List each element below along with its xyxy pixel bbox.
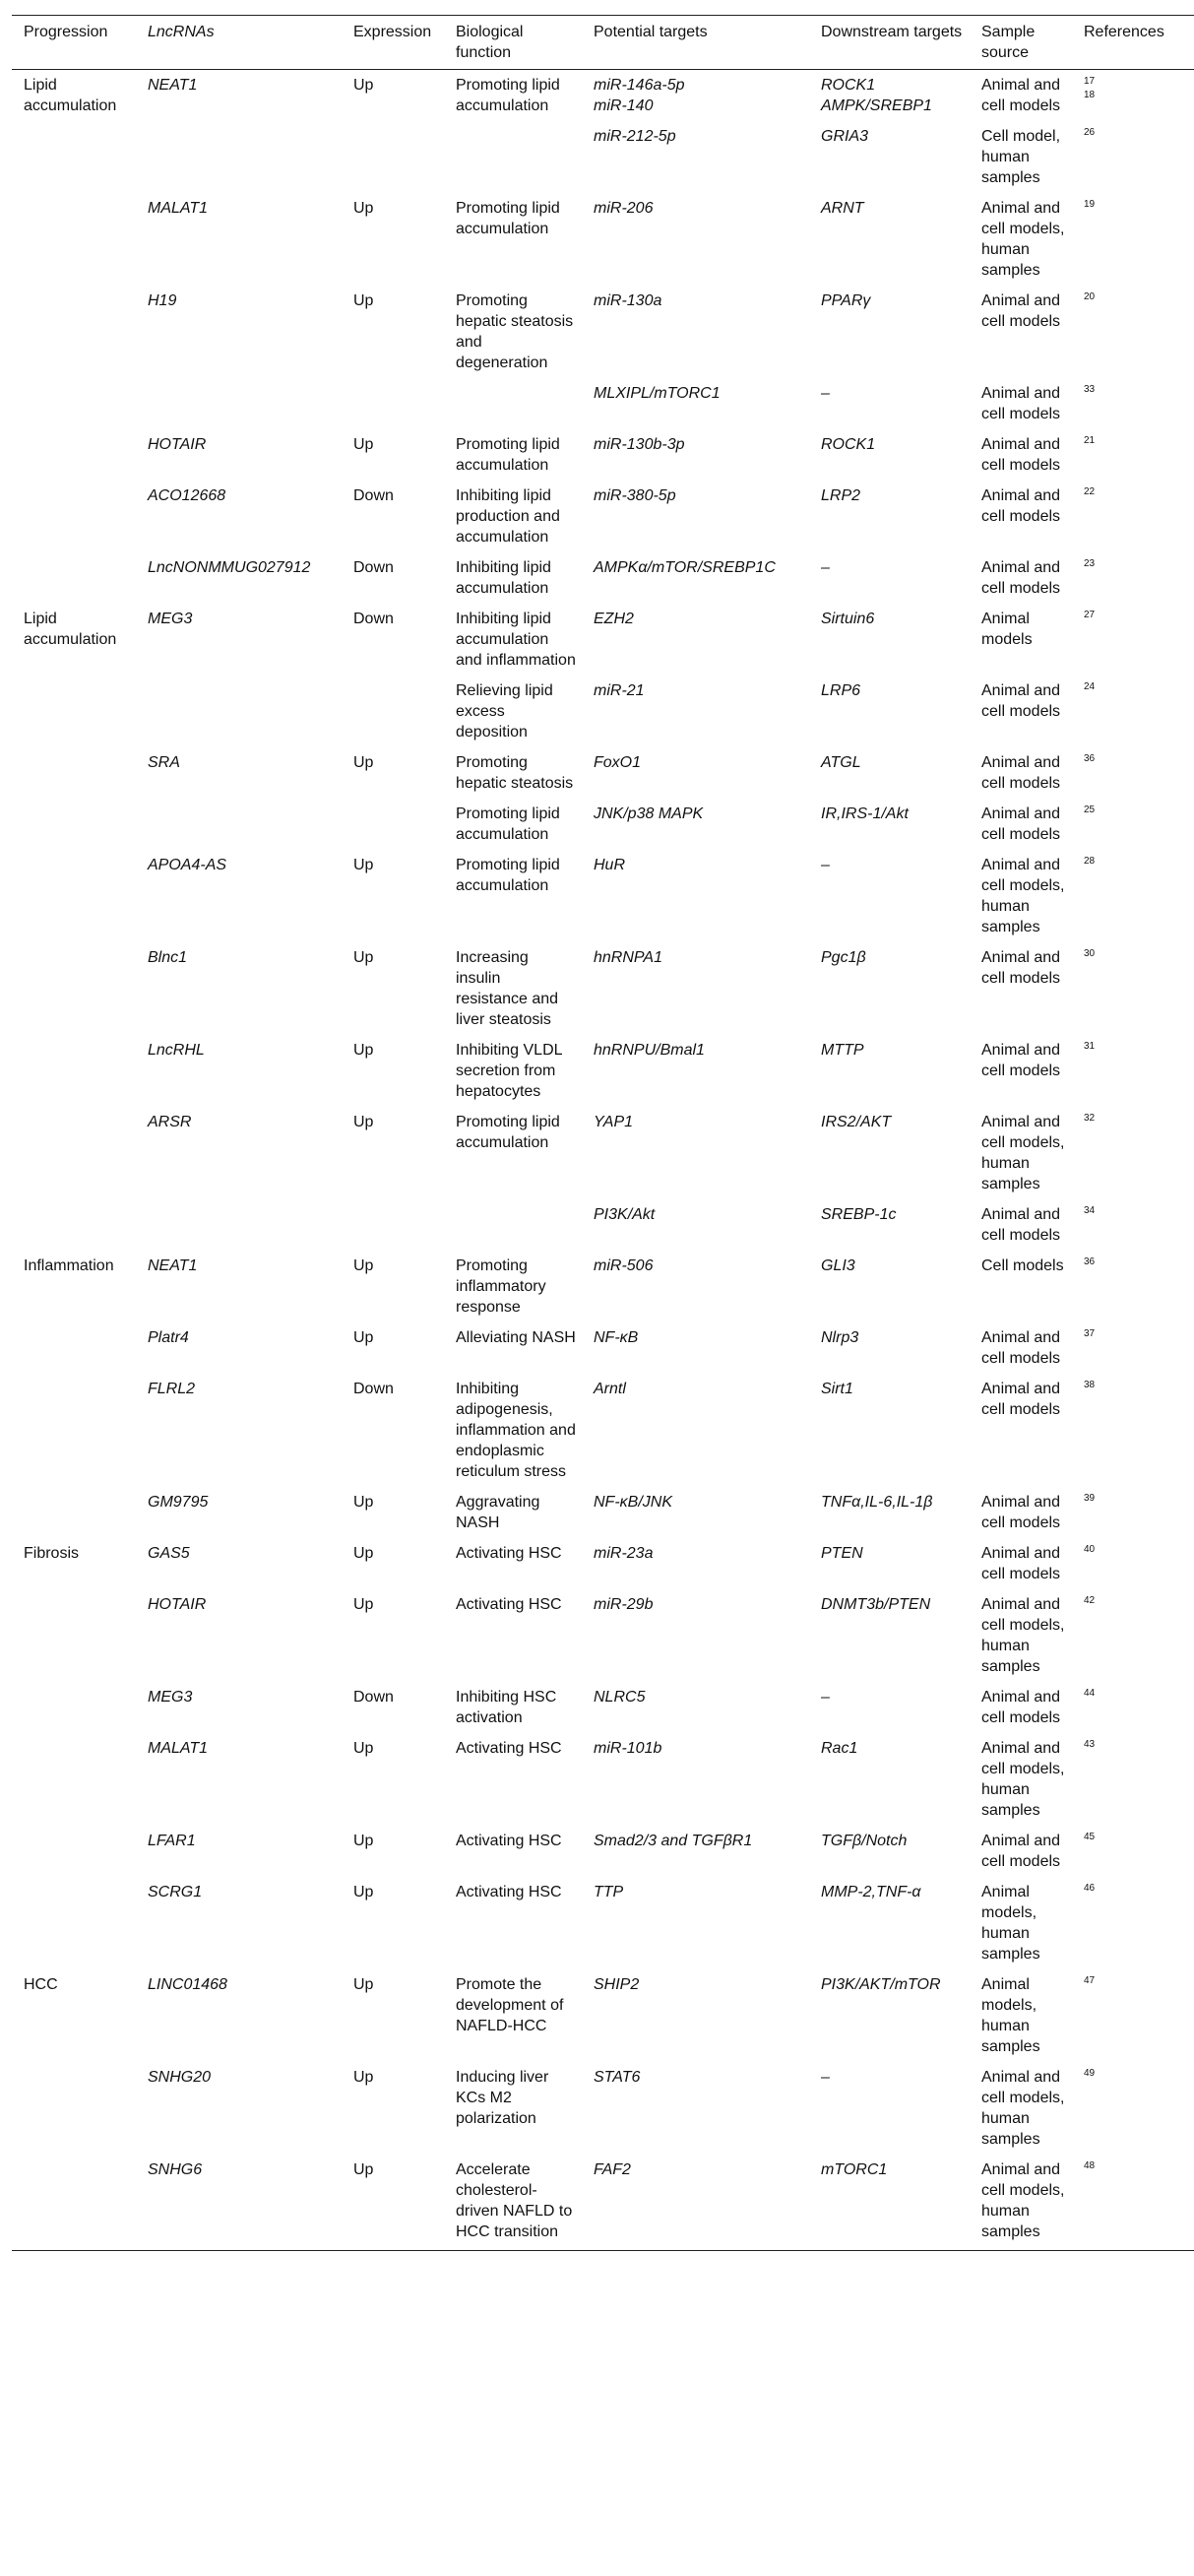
cell-sample-source: Animal and cell models, human samples xyxy=(981,2161,1065,2240)
cell-sample-source: Animal and cell models xyxy=(981,1329,1061,1367)
cell-biological-function xyxy=(444,378,582,429)
cell-expression: Up xyxy=(353,2069,374,2086)
table-row xyxy=(12,1826,1194,1877)
cell-expression: Down xyxy=(353,1689,394,1706)
cell-potential-targets: FAF2 xyxy=(594,2161,631,2178)
cell-reference: 46 xyxy=(1084,1883,1096,1894)
cell-progression: HCC xyxy=(24,1976,58,1993)
header-lncrnas: LncRNAs xyxy=(136,16,342,70)
cell-biological-function: Promoting lipid accumulation xyxy=(456,77,560,114)
table-row xyxy=(12,604,1194,676)
cell-potential-targets: EZH2 xyxy=(594,611,634,627)
cell-biological-function: Activating HSC xyxy=(456,1884,562,1900)
cell-potential-targets: miR-146a-5p miR-140 xyxy=(594,77,685,114)
cell-expression: Down xyxy=(353,611,394,627)
cell-expression: Up xyxy=(353,1114,374,1130)
cell-lncrna: LncRHL xyxy=(148,1042,205,1059)
cell-biological-function: Promoting lipid accumulation xyxy=(456,805,560,843)
cell-reference: 45 xyxy=(1084,1832,1096,1842)
cell-sample-source: Animal and cell models xyxy=(981,1206,1061,1244)
cell-reference: 32 xyxy=(1084,1113,1096,1124)
cell-sample-source: Animal and cell models xyxy=(981,754,1061,792)
cell-lncrna: LncNONMMUG027912 xyxy=(148,559,311,576)
cell-biological-function: Inhibiting HSC activation xyxy=(456,1689,557,1726)
cell-reference: 38 xyxy=(1084,1380,1096,1390)
table-row xyxy=(12,70,1194,122)
cell-potential-targets: PI3K/Akt xyxy=(594,1206,656,1223)
cell-lncrna: NEAT1 xyxy=(148,1257,198,1274)
cell-downstream-targets: PTEN xyxy=(821,1545,863,1562)
cell-sample-source: Animal and cell models, human samples xyxy=(981,200,1065,279)
table-row xyxy=(12,2155,1194,2251)
table-row xyxy=(12,850,1194,942)
cell-sample-source: Animal and cell models xyxy=(981,292,1061,330)
cell-potential-targets: miR-21 xyxy=(594,682,645,699)
cell-reference: 25 xyxy=(1084,805,1096,815)
cell-progression xyxy=(12,286,136,378)
cell-sample-source: Animal and cell models, human samples xyxy=(981,1740,1065,1819)
cell-expression: Up xyxy=(353,1884,374,1900)
cell-reference: 28 xyxy=(1084,856,1096,867)
cell-progression xyxy=(12,193,136,286)
cell-expression: Up xyxy=(353,1833,374,1849)
cell-sample-source: Animal and cell models xyxy=(981,949,1061,987)
cell-sample-source: Animal and cell models xyxy=(981,385,1061,422)
cell-sample-source: Animal and cell models xyxy=(981,682,1061,720)
cell-progression xyxy=(12,1682,136,1733)
header-potential-targets: Potential targets xyxy=(582,16,809,70)
cell-lncrna xyxy=(136,378,342,429)
cell-potential-targets: miR-29b xyxy=(594,1596,654,1613)
cell-lncrna: SNHG6 xyxy=(148,2161,203,2178)
cell-sample-source: Animal and cell models xyxy=(981,559,1061,597)
cell-reference: 17 18 xyxy=(1084,76,1096,100)
header-expression: Expression xyxy=(342,16,444,70)
cell-potential-targets: miR-101b xyxy=(594,1740,662,1757)
cell-downstream-targets: Rac1 xyxy=(821,1740,858,1757)
table-body xyxy=(12,70,1194,2251)
table-row xyxy=(12,552,1194,604)
cell-reference: 31 xyxy=(1084,1041,1096,1052)
table-row xyxy=(12,747,1194,799)
cell-reference: 36 xyxy=(1084,753,1096,764)
cell-progression: Lipid accumulation xyxy=(24,77,117,114)
cell-lncrna: FLRL2 xyxy=(148,1381,196,1397)
cell-biological-function: Promoting lipid accumulation xyxy=(456,436,560,474)
cell-potential-targets: miR-506 xyxy=(594,1257,654,1274)
cell-potential-targets: NLRC5 xyxy=(594,1689,646,1706)
cell-downstream-targets: ROCK1 xyxy=(821,436,876,453)
cell-reference: 44 xyxy=(1084,1688,1096,1699)
cell-potential-targets: hnRNPU/Bmal1 xyxy=(594,1042,705,1059)
cell-biological-function: Promoting lipid accumulation xyxy=(456,1114,560,1151)
cell-potential-targets: miR-212-5p xyxy=(594,128,676,145)
cell-expression: Up xyxy=(353,1042,374,1059)
cell-progression xyxy=(12,2062,136,2155)
table-row xyxy=(12,1589,1194,1682)
cell-downstream-targets: IRS2/AKT xyxy=(821,1114,892,1130)
cell-potential-targets: TTP xyxy=(594,1884,624,1900)
cell-biological-function: Activating HSC xyxy=(456,1833,562,1849)
cell-sample-source: Cell model, human samples xyxy=(981,128,1061,186)
cell-downstream-targets: SREBP-1c xyxy=(821,1206,897,1223)
cell-expression: Up xyxy=(353,1494,374,1511)
cell-progression xyxy=(12,2155,136,2251)
cell-expression: Up xyxy=(353,1976,374,1993)
cell-sample-source: Animal models, human samples xyxy=(981,1976,1040,2055)
cell-lncrna: HOTAIR xyxy=(148,1596,207,1613)
cell-progression xyxy=(12,1035,136,1107)
cell-reference: 33 xyxy=(1084,384,1096,395)
cell-reference: 36 xyxy=(1084,1256,1096,1267)
cell-potential-targets: MLXIPL/mTORC1 xyxy=(594,385,721,402)
cell-lncrna: Blnc1 xyxy=(148,949,188,966)
cell-lncrna: LINC01468 xyxy=(148,1976,227,1993)
cell-potential-targets: FoxO1 xyxy=(594,754,642,771)
table-row xyxy=(12,942,1194,1035)
cell-potential-targets: Arntl xyxy=(594,1381,626,1397)
cell-lncrna: SRA xyxy=(148,754,180,771)
cell-biological-function: Accelerate cholesterol-driven NAFLD to HCC transition xyxy=(456,2161,573,2240)
cell-biological-function: Promoting lipid accumulation xyxy=(456,200,560,237)
table-row xyxy=(12,1374,1194,1487)
cell-potential-targets: NF-κB/JNK xyxy=(594,1494,672,1511)
cell-downstream-targets: PPARγ xyxy=(821,292,871,309)
cell-lncrna: MEG3 xyxy=(148,1689,193,1706)
cell-downstream-targets: ROCK1 AMPK/SREBP1 xyxy=(821,77,932,114)
cell-lncrna xyxy=(136,799,342,850)
cell-sample-source: Animal and cell models xyxy=(981,1689,1061,1726)
cell-expression: Up xyxy=(353,77,374,94)
cell-expression xyxy=(342,378,444,429)
cell-reference: 34 xyxy=(1084,1205,1096,1216)
cell-sample-source: Animal and cell models xyxy=(981,1042,1061,1079)
cell-reference: 21 xyxy=(1084,435,1096,446)
cell-potential-targets: NF-κB xyxy=(594,1329,639,1346)
cell-sample-source: Animal and cell models, human samples xyxy=(981,1114,1065,1192)
cell-reference: 30 xyxy=(1084,948,1096,959)
cell-expression: Up xyxy=(353,949,374,966)
cell-potential-targets: HuR xyxy=(594,857,626,873)
cell-reference: 24 xyxy=(1084,681,1096,692)
cell-sample-source: Animal and cell models xyxy=(981,77,1061,114)
cell-biological-function: Promoting inflammatory response xyxy=(456,1257,546,1316)
cell-downstream-targets: DNMT3b/PTEN xyxy=(821,1596,931,1613)
cell-lncrna: APOA4-AS xyxy=(148,857,227,873)
cell-progression xyxy=(12,942,136,1035)
table-row xyxy=(12,676,1194,747)
header-references: References xyxy=(1072,16,1194,70)
cell-biological-function: Promote the development of NAFLD-HCC xyxy=(456,1976,564,2034)
cell-expression: Up xyxy=(353,1545,374,1562)
cell-potential-targets: miR-206 xyxy=(594,200,654,217)
header-downstream-targets: Downstream targets xyxy=(809,16,970,70)
cell-progression xyxy=(12,799,136,850)
cell-potential-targets: miR-380-5p xyxy=(594,487,676,504)
cell-progression xyxy=(12,1199,136,1251)
cell-progression xyxy=(12,747,136,799)
cell-lncrna: Platr4 xyxy=(148,1329,189,1346)
cell-lncrna: SCRG1 xyxy=(148,1884,203,1900)
cell-progression: Inflammation xyxy=(24,1257,114,1274)
cell-expression xyxy=(342,121,444,193)
cell-expression xyxy=(342,799,444,850)
cell-biological-function: Increasing insulin resistance and liver steatosis xyxy=(456,949,559,1028)
header-row xyxy=(12,16,1194,70)
cell-biological-function: Inhibiting VLDL secretion from hepatocytes xyxy=(456,1042,562,1100)
header-progression: Progression xyxy=(12,16,136,70)
cell-reference: 22 xyxy=(1084,486,1096,497)
cell-downstream-targets: GLI3 xyxy=(821,1257,855,1274)
cell-progression: Fibrosis xyxy=(24,1545,80,1562)
cell-potential-targets: AMPKα/mTOR/SREBP1C xyxy=(594,559,776,576)
cell-progression xyxy=(12,552,136,604)
cell-downstream-targets: IR,IRS-1/Akt xyxy=(821,805,909,822)
cell-potential-targets: YAP1 xyxy=(594,1114,634,1130)
cell-downstream-targets: ARNT xyxy=(821,200,864,217)
table-row xyxy=(12,286,1194,378)
cell-potential-targets: miR-130a xyxy=(594,292,662,309)
cell-biological-function: Promoting lipid accumulation xyxy=(456,857,560,894)
cell-reference: 23 xyxy=(1084,558,1096,569)
cell-biological-function: Promoting hepatic steatosis xyxy=(456,754,574,792)
cell-reference: 19 xyxy=(1084,199,1096,210)
cell-downstream-targets: TNFα,IL-6,IL-1β xyxy=(821,1494,933,1511)
cell-lncrna xyxy=(136,676,342,747)
cell-downstream-targets: Sirtuin6 xyxy=(821,611,875,627)
cell-biological-function: Activating HSC xyxy=(456,1596,562,1613)
cell-biological-function xyxy=(444,1199,582,1251)
cell-biological-function: Inducing liver KCs M2 polarization xyxy=(456,2069,549,2127)
cell-progression xyxy=(12,481,136,552)
cell-downstream-targets: ATGL xyxy=(821,754,861,771)
cell-reference: 48 xyxy=(1084,2160,1096,2171)
cell-progression xyxy=(12,1877,136,1969)
cell-expression: Up xyxy=(353,436,374,453)
cell-sample-source: Animal models xyxy=(981,611,1033,648)
cell-lncrna: MALAT1 xyxy=(148,1740,209,1757)
cell-expression: Up xyxy=(353,1740,374,1757)
cell-reference: 47 xyxy=(1084,1975,1096,1986)
table-row xyxy=(12,1969,1194,2062)
cell-expression: Down xyxy=(353,559,394,576)
cell-downstream-targets: – xyxy=(821,857,830,873)
cell-expression: Up xyxy=(353,200,374,217)
table-header xyxy=(12,16,1194,70)
cell-downstream-targets: – xyxy=(821,385,830,402)
cell-sample-source: Animal models, human samples xyxy=(981,1884,1040,1963)
table-row xyxy=(12,193,1194,286)
cell-sample-source: Animal and cell models xyxy=(981,1545,1061,1582)
cell-sample-source: Animal and cell models xyxy=(981,1381,1061,1418)
cell-progression xyxy=(12,1487,136,1538)
cell-sample-source: Animal and cell models, human samples xyxy=(981,857,1065,935)
cell-reference: 42 xyxy=(1084,1595,1096,1606)
cell-potential-targets: SHIP2 xyxy=(594,1976,640,1993)
cell-biological-function xyxy=(444,121,582,193)
cell-downstream-targets: GRIA3 xyxy=(821,128,869,145)
table-row xyxy=(12,1538,1194,1589)
lncrna-table xyxy=(12,15,1194,2251)
header-sample-source: Sample source xyxy=(970,16,1072,70)
cell-progression xyxy=(12,1107,136,1199)
cell-expression xyxy=(342,676,444,747)
cell-expression: Down xyxy=(353,487,394,504)
cell-progression xyxy=(12,1733,136,1826)
cell-lncrna: SNHG20 xyxy=(148,2069,212,2086)
cell-lncrna: MEG3 xyxy=(148,611,193,627)
cell-lncrna xyxy=(136,1199,342,1251)
header-biological-function: Biological function xyxy=(444,16,582,70)
cell-biological-function: Aggravating NASH xyxy=(456,1494,540,1531)
cell-expression xyxy=(342,1199,444,1251)
cell-progression xyxy=(12,1589,136,1682)
cell-sample-source: Animal and cell models xyxy=(981,436,1061,474)
cell-progression xyxy=(12,1374,136,1487)
table-row xyxy=(12,429,1194,481)
cell-progression xyxy=(12,1322,136,1374)
cell-sample-source: Animal and cell models xyxy=(981,487,1061,525)
cell-expression: Up xyxy=(353,292,374,309)
cell-downstream-targets: Sirt1 xyxy=(821,1381,853,1397)
cell-expression: Up xyxy=(353,857,374,873)
table-row xyxy=(12,799,1194,850)
cell-progression xyxy=(12,850,136,942)
cell-downstream-targets: LRP2 xyxy=(821,487,861,504)
cell-downstream-targets: Pgc1β xyxy=(821,949,866,966)
cell-progression xyxy=(12,676,136,747)
cell-downstream-targets: mTORC1 xyxy=(821,2161,888,2178)
cell-sample-source: Animal and cell models, human samples xyxy=(981,2069,1065,2148)
cell-biological-function: Promoting hepatic steatosis and degeneration xyxy=(456,292,574,371)
cell-lncrna: LFAR1 xyxy=(148,1833,196,1849)
cell-biological-function: Inhibiting lipid accumulation and inflammation xyxy=(456,611,576,669)
cell-lncrna xyxy=(136,121,342,193)
cell-reference: 20 xyxy=(1084,291,1096,302)
cell-lncrna: ACO12668 xyxy=(148,487,226,504)
cell-lncrna: NEAT1 xyxy=(148,77,198,94)
cell-biological-function: Inhibiting lipid accumulation xyxy=(456,559,551,597)
cell-lncrna: ARSR xyxy=(148,1114,192,1130)
cell-downstream-targets: MMP-2,TNF-α xyxy=(821,1884,921,1900)
cell-biological-function: Relieving lipid excess deposition xyxy=(456,682,553,741)
cell-biological-function: Activating HSC xyxy=(456,1545,562,1562)
cell-lncrna: HOTAIR xyxy=(148,436,207,453)
cell-biological-function: Activating HSC xyxy=(456,1740,562,1757)
cell-reference: 27 xyxy=(1084,610,1096,620)
cell-reference: 39 xyxy=(1084,1493,1096,1504)
cell-reference: 40 xyxy=(1084,1544,1096,1555)
cell-potential-targets: miR-23a xyxy=(594,1545,654,1562)
cell-downstream-targets: PI3K/AKT/mTOR xyxy=(821,1976,941,1993)
cell-potential-targets: STAT6 xyxy=(594,2069,641,2086)
cell-progression xyxy=(12,429,136,481)
table-row xyxy=(12,481,1194,552)
table-row xyxy=(12,1487,1194,1538)
table-row xyxy=(12,1199,1194,1251)
cell-expression: Down xyxy=(353,1381,394,1397)
cell-lncrna: GM9795 xyxy=(148,1494,209,1511)
table-row xyxy=(12,1035,1194,1107)
cell-downstream-targets: LRP6 xyxy=(821,682,861,699)
table-row xyxy=(12,1107,1194,1199)
cell-sample-source: Animal and cell models xyxy=(981,1494,1061,1531)
cell-downstream-targets: MTTP xyxy=(821,1042,864,1059)
cell-lncrna: H19 xyxy=(148,292,177,309)
cell-downstream-targets: – xyxy=(821,1689,830,1706)
cell-progression xyxy=(12,378,136,429)
table-row xyxy=(12,1322,1194,1374)
cell-sample-source: Animal and cell models xyxy=(981,805,1061,843)
cell-reference: 49 xyxy=(1084,2068,1096,2079)
cell-biological-function: Inhibiting lipid production and accumulation xyxy=(456,487,560,546)
cell-expression: Up xyxy=(353,1596,374,1613)
cell-progression xyxy=(12,1826,136,1877)
table-row xyxy=(12,1251,1194,1322)
cell-downstream-targets: – xyxy=(821,2069,830,2086)
table-row xyxy=(12,1733,1194,1826)
table-row xyxy=(12,378,1194,429)
cell-lncrna: MALAT1 xyxy=(148,200,209,217)
table-row xyxy=(12,1877,1194,1969)
cell-potential-targets: JNK/p38 MAPK xyxy=(594,805,704,822)
cell-lncrna: GAS5 xyxy=(148,1545,190,1562)
table-row xyxy=(12,2062,1194,2155)
cell-downstream-targets: TGFβ/Notch xyxy=(821,1833,908,1849)
cell-expression: Up xyxy=(353,1257,374,1274)
cell-biological-function: Alleviating NASH xyxy=(456,1329,576,1346)
table-row xyxy=(12,121,1194,193)
cell-downstream-targets: Nlrp3 xyxy=(821,1329,859,1346)
cell-reference: 43 xyxy=(1084,1739,1096,1750)
cell-expression: Up xyxy=(353,754,374,771)
cell-progression: Lipid accumulation xyxy=(24,611,117,648)
cell-expression: Up xyxy=(353,1329,374,1346)
cell-sample-source: Animal and cell models xyxy=(981,1833,1061,1870)
cell-sample-source: Animal and cell models, human samples xyxy=(981,1596,1065,1675)
cell-reference: 37 xyxy=(1084,1328,1096,1339)
cell-expression: Up xyxy=(353,2161,374,2178)
cell-biological-function: Inhibiting adipogenesis, inflammation and endoplasmic reticulum stress xyxy=(456,1381,576,1480)
table-row xyxy=(12,1682,1194,1733)
cell-potential-targets: miR-130b-3p xyxy=(594,436,685,453)
cell-sample-source: Cell models xyxy=(981,1257,1064,1274)
cell-potential-targets: Smad2/3 and TGFβR1 xyxy=(594,1833,753,1849)
cell-progression xyxy=(12,121,136,193)
cell-potential-targets: hnRNPA1 xyxy=(594,949,662,966)
cell-reference: 26 xyxy=(1084,127,1096,138)
cell-downstream-targets: – xyxy=(821,559,830,576)
